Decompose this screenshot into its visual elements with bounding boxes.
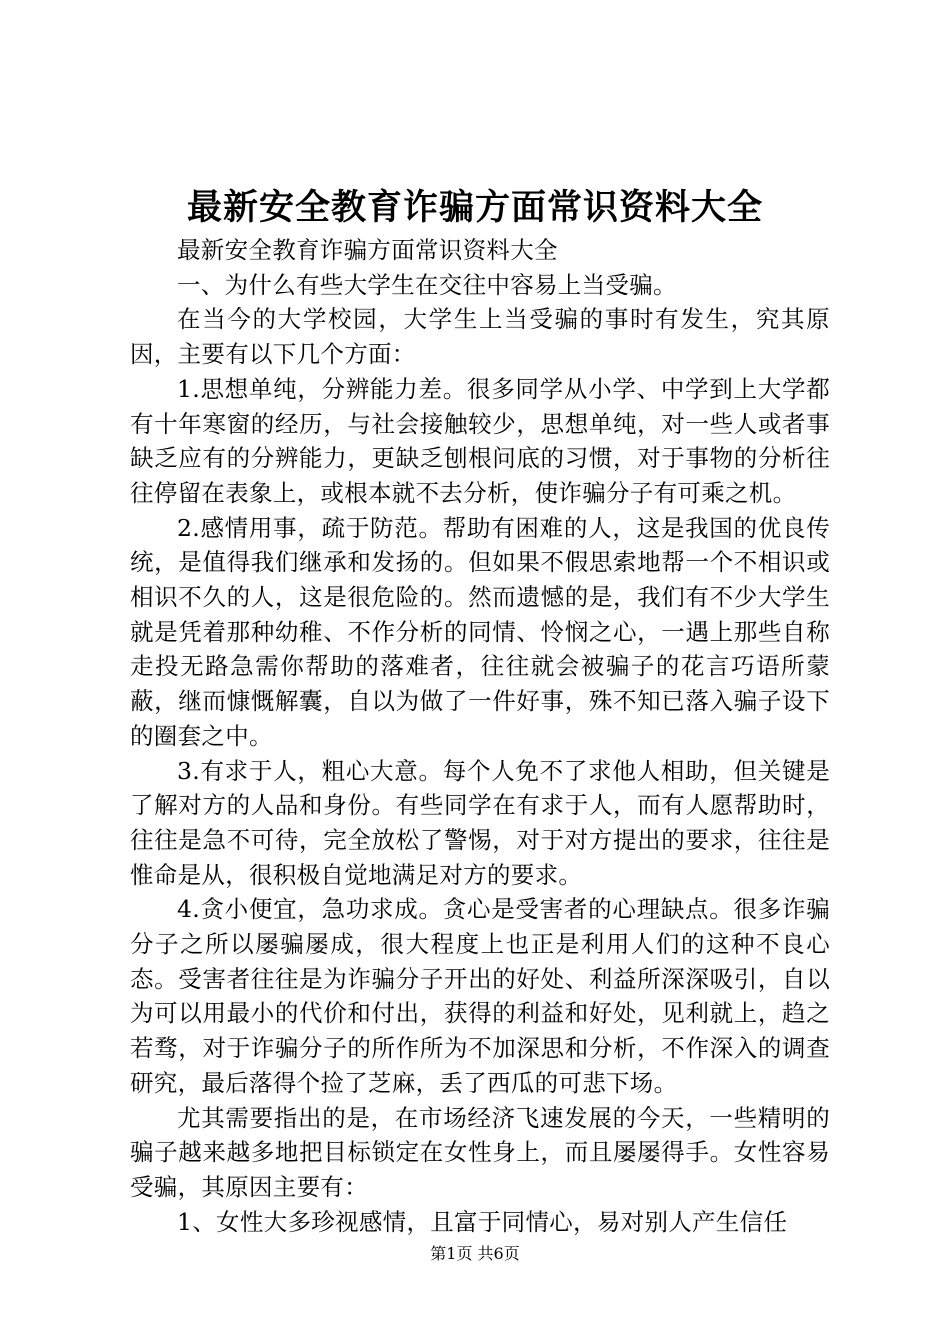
list-item: 1.思想单纯，分辨能力差。很多同学从小学、中学到上大学都有十年寒窗的经历，与社会接触较少，思想单纯，对一些人或者事缺乏应有的分辨能力，更缺乏刨根问底的习惯，对于事物的分析往往停留在表象上，或根本就不去分析，使诈骗分子有可乘之机。 <box>130 374 830 507</box>
document-body <box>130 233 830 1239</box>
paragraph: 尤其需要指出的是，在市场经济飞速发展的今天，一些精明的骗子越来越多地把目标锁定在女性身上，而且屡屡得手。女性容易受骗，其原因主要有： <box>130 1103 830 1201</box>
document-title: 最新安全教育诈骗方面常识资料大全 <box>186 187 763 228</box>
section-heading: 一、为什么有些大学生在交往中容易上当受骗。 <box>177 270 677 299</box>
paragraph: 在当今的大学校园，大学生上当受骗的事时有发生，究其原因，主要有以下几个方面： <box>130 305 830 369</box>
list-item: 2.感情用事，疏于防范。帮助有困难的人，这是我国的优良传统，是值得我们继承和发扬的。但如果不假思索地帮一个不相识或相识不久的人，这是很危险的。然而遗憾的是，我们有不少大学生就是凭着那种幼稚、不作分析的同情、怜悯之心，一遇上那些自称走投无路急需你帮助的落难者，往往就会被骗子的花言巧语所蒙蔽，继而慷慨解囊，自以为做了一件好事，殊不知已落入骗子设下的圈套之中。 <box>130 513 830 750</box>
list-item: 3.有求于人，粗心大意。每个人免不了求他人相助，但关键是了解对方的人品和身份。有些同学在有求于人，而有人愿帮助时，往往是急不可待，完全放松了警惕，对于对方提出的要求，往往是惟命是从，很积极自觉地满足对方的要求。 <box>130 756 830 889</box>
page-footer: 第1页 共6页 <box>430 1244 520 1263</box>
list-item: 1、女性大多珍视感情，且富于同情心，易对别人产生信任 <box>177 1207 788 1236</box>
paragraph: 最新安全教育诈骗方面常识资料大全 <box>177 236 558 264</box>
list-item: 4.贪小便宜，急功求成。贪心是受害者的心理缺点。很多诈骗分子之所以屡骗屡成，很大程度上也正是利用人们的这种不良心态。受害者往往是为诈骗分子开出的好处、利益所深深吸引，自以为可以用最小的代价和付出，获得的利益和好处，见利就上，趋之若骛，对于诈骗分子的所作所为不加深思和分析，不作深入的调查研究，最后落得个捡了芝麻，丢了西瓜的可悲下场。 <box>130 895 830 1097</box>
